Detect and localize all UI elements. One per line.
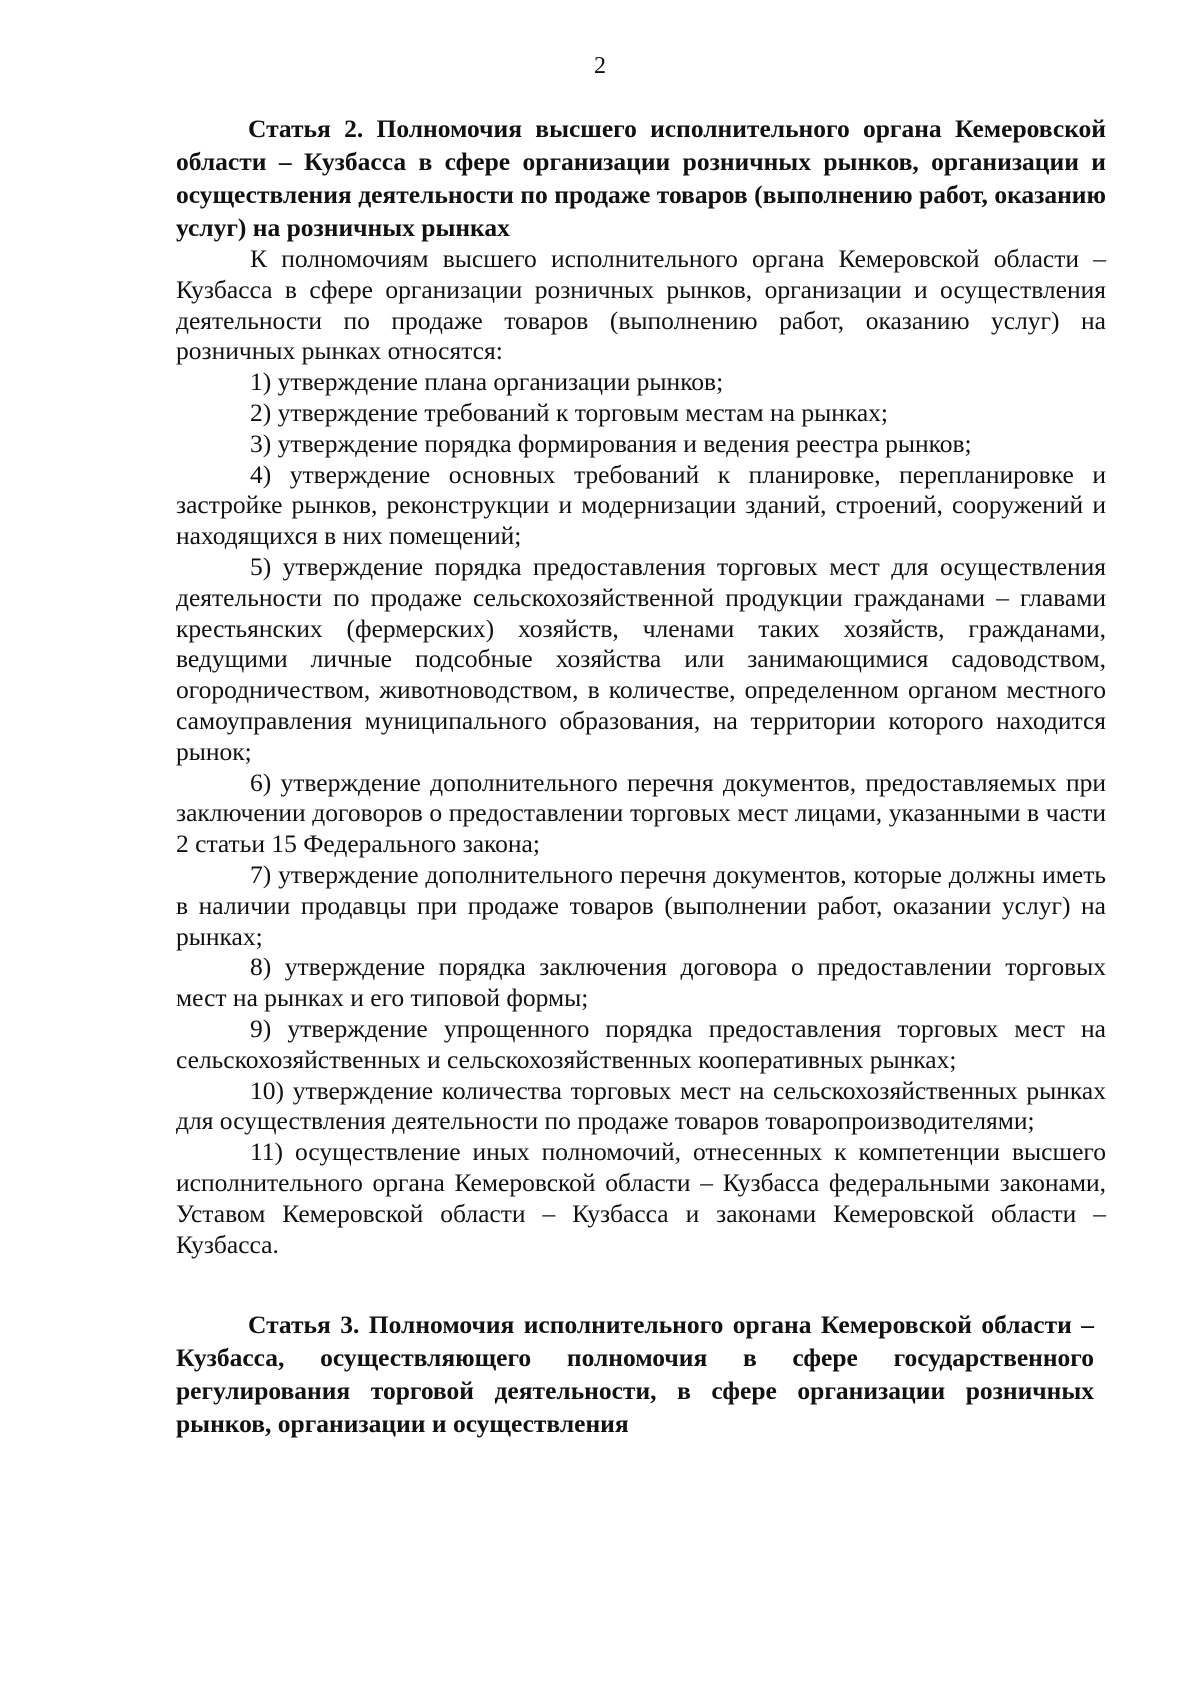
article-2-item-7: 7) утверждение дополнительного перечня документов, которые должны иметь в наличии продавцы при продаже товаров (выполнении работ, оказании услуг) на рынках;: [176, 859, 1106, 951]
document-body: [176, 112, 1106, 1440]
article-3-heading: Статья 3. Полномочия исполнительного органа Кемеровской области – Кузбасса, осуществляющего полномочия в сфере государственного регулирования торговой деятельности, в сфере организации розничных рынков, организации и осуществления: [176, 1310, 1094, 1439]
article-2-item-8: 8) утверждение порядка заключения договора о предоставлении торговых мест на рынках и его типовой формы;: [176, 952, 1106, 1013]
article-2-item-9: 9) утверждение упрощенного порядка предоставления торговых мест на сельскохозяйственных и сельскохозяйственных кооперативных рынках;: [176, 1013, 1106, 1074]
article-2-intro-paragraph: К полномочиям высшего исполнительного органа Кемеровской области – Кузбасса в сфере организации розничных рынков, организации и осуществления деятельности по продаже товаров (выполнению работ, оказанию услуг) на розничных рынках относятся:: [176, 244, 1106, 366]
article-2-item-1: 1) утверждение плана организации рынков;: [250, 367, 724, 397]
article-2-item-10: 10) утверждение количества торговых мест на сельскохозяйственных рынках для осуществления деятельности по продаже товаров товаропроизводителями;: [176, 1075, 1106, 1136]
article-2-item-6: 6) утверждение дополнительного перечня документов, предоставляемых при заключении договоров о предоставлении торговых мест лицами, указанными в части 2 статьи 15 Федерального закона;: [176, 767, 1106, 859]
article-2-item-4: 4) утверждение основных требований к планировке, перепланировке и застройке рынков, реконструкции и модернизации зданий, строений, сооружений и находящихся в них помещений;: [176, 459, 1106, 551]
article-2-heading: Статья 2. Полномочия высшего исполнительного органа Кемеровской области – Кузбасса в сфере организации розничных рынков, организации и осуществления деятельности по продаже товаров (выполнению работ, оказанию услуг) на розничных рынках: [176, 114, 1106, 242]
article-2-item-3: 3) утверждение порядка формирования и ведения реестра рынков;: [250, 428, 972, 458]
article-2-item-11: 11) осуществление иных полномочий, отнесенных к компетенции высшего исполнительного органа Кемеровской области – Кузбасса федеральными законами, Уставом Кемеровской области – Кузбасса и законами Кемеровской области – Кузбасса.: [176, 1137, 1106, 1259]
article-2-item-5: 5) утверждение порядка предоставления торговых мест для осуществления деятельности по продаже сельскохозяйственной продукции гражданами – главами крестьянских (фермерских) хозяйств, членами таких хозяйств, гражданами, ведущими личные подсобные хозяйства или занимающимися садоводством, огородничеством, животноводством, в количестве, определенном органом местного самоуправления муниципального образования, на территории которого находится рынок;: [176, 551, 1106, 766]
article-2-item-2: 2) утверждение требований к торговым местам на рынках;: [250, 397, 888, 427]
page-number: 2: [594, 53, 606, 79]
